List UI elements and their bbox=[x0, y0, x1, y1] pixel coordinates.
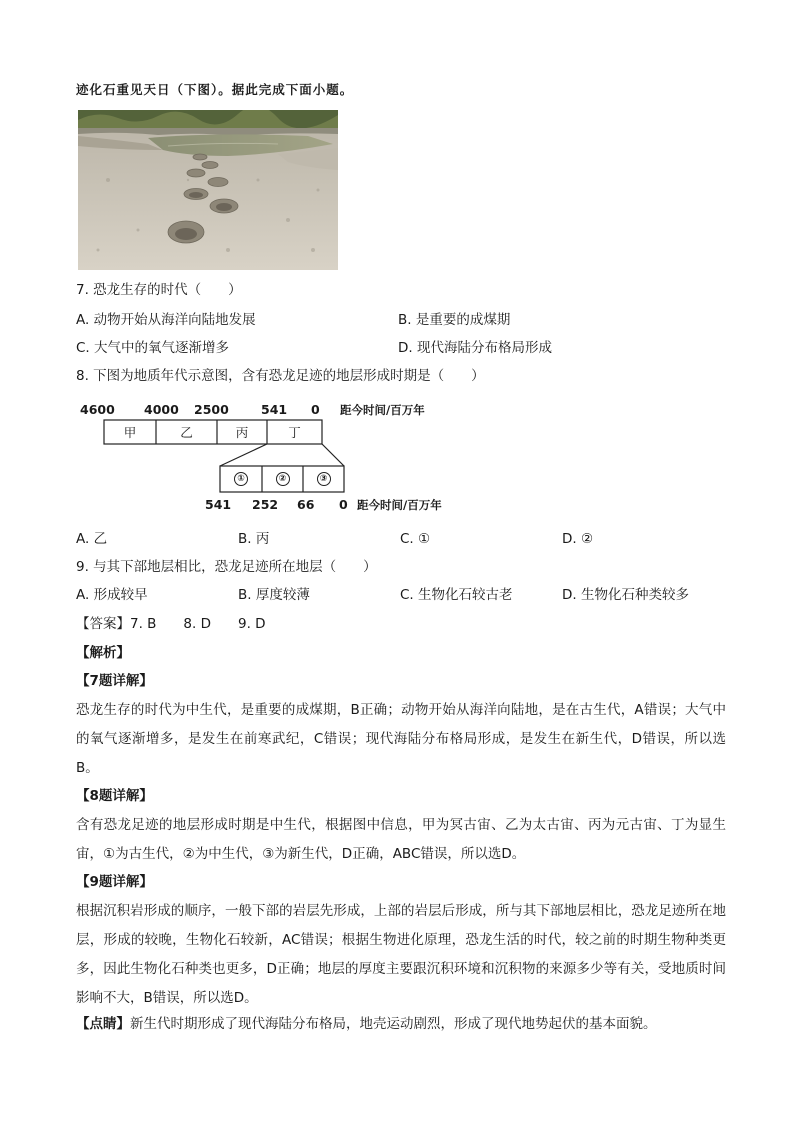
era-2-label: ② bbox=[276, 472, 290, 486]
q8-option-d: D. ② bbox=[562, 531, 594, 547]
top-tick-2500: 2500 bbox=[194, 402, 229, 417]
era-1 bbox=[220, 466, 262, 492]
tip-line bbox=[76, 1014, 726, 1034]
q8-option-c: C. ① bbox=[400, 531, 431, 547]
bottom-tick-66: 66 bbox=[297, 497, 315, 512]
q8-option-b: B. 丙 bbox=[238, 531, 270, 547]
eon-bing: 丙 bbox=[235, 425, 249, 440]
top-tick-0: 0 bbox=[311, 402, 320, 417]
q7-detail-heading: 【7题详解】 bbox=[76, 673, 153, 689]
q7-option-d: D. 现代海陆分布格局形成 bbox=[398, 340, 552, 356]
q9-detail-body: 根据沉积岩形成的顺序，一般下部的岩层先形成，上部的岩层后形成，所与其下部地层相比，恐龙足迹所在地层，形成的较晚，生物化石较新，AC错误；根据生物进化原理，恐龙生活的时代，较之前的时期生物种类更多，因此生物化石种类也更多，D正确；地层的厚度主要跟沉积环境和沉积物的来源多少等有关，受地质时间影响不大，B错误，所以选D。 bbox=[76, 903, 726, 1006]
q7-detail-body: 恐龙生存的时代为中生代，是重要的成煤期，B正确；动物开始从海洋向陆地，是在古生代，A错误；大气中的氧气逐渐增多，是发生在前寒武纪，C错误；现代海陆分布格局形成，是发生在新生代，D错误，所以选B。 bbox=[76, 702, 726, 776]
bottom-tick-252: 252 bbox=[252, 497, 279, 512]
eon-jia: 甲 bbox=[123, 425, 137, 440]
q9-detail-heading: 【9题详解】 bbox=[76, 874, 153, 890]
q8-option-a: A. 乙 bbox=[76, 531, 108, 547]
q7-option-a: A. 动物开始从海洋向陆地发展 bbox=[76, 312, 256, 328]
era-3 bbox=[303, 466, 344, 492]
era-3-label: ③ bbox=[317, 472, 331, 486]
q7-option-c: C. 大气中的氧气逐渐增多 bbox=[76, 340, 230, 356]
era-2 bbox=[262, 466, 303, 492]
bottom-axis-unit: 距今时间/百万年 bbox=[357, 498, 442, 512]
intro-text: 迹化石重见天日（下图）。据此完成下面小题。 bbox=[76, 82, 354, 97]
q7-option-b: B. 是重要的成煤期 bbox=[398, 312, 511, 328]
top-tick-4000: 4000 bbox=[144, 402, 179, 417]
answer-line: 【答案】7. B 8. D 9. D bbox=[76, 616, 266, 632]
q9-option-c: C. 生物化石较古老 bbox=[400, 587, 513, 603]
q8-detail-heading: 【8题详解】 bbox=[76, 788, 153, 804]
q9-option-d: D. 生物化石种类较多 bbox=[562, 587, 689, 603]
bottom-tick-541: 541 bbox=[205, 497, 232, 512]
eon-yi: 乙 bbox=[180, 425, 193, 440]
tip-heading: 【点睛】 bbox=[76, 1016, 130, 1032]
q9-option-a: A. 形成较早 bbox=[76, 587, 148, 603]
q9-stem: 9. 与其下部地层相比，恐龙足迹所在地层（ ） bbox=[76, 559, 377, 575]
eon-ding: 丁 bbox=[288, 425, 301, 440]
bottom-tick-0: 0 bbox=[339, 497, 348, 512]
top-tick-541: 541 bbox=[261, 402, 288, 417]
q8-detail-body: 含有恐龙足迹的地层形成时期是中生代，根据图中信息，甲为冥古宙、乙为太古宙、丙为元古宙、丁为显生宙，①为古生代，②为中生代，③为新生代，D正确，ABC错误，所以选D。 bbox=[76, 817, 726, 862]
q9-option-b: B. 厚度较薄 bbox=[238, 587, 310, 603]
top-axis-unit: 距今时间/百万年 bbox=[340, 403, 425, 417]
q8-stem: 8. 下图为地质年代示意图，含有恐龙足迹的地层形成时期是（ ） bbox=[76, 368, 485, 384]
q7-stem: 7. 恐龙生存的时代（ ） bbox=[76, 282, 242, 298]
top-tick-4600: 4600 bbox=[80, 402, 115, 417]
era-1-label: ① bbox=[234, 472, 248, 486]
tip-body: 新生代时期形成了现代海陆分布格局，地壳运动剧烈，形成了现代地势起伏的基本面貌。 bbox=[130, 1016, 657, 1032]
analysis-heading: 【解析】 bbox=[76, 645, 130, 661]
